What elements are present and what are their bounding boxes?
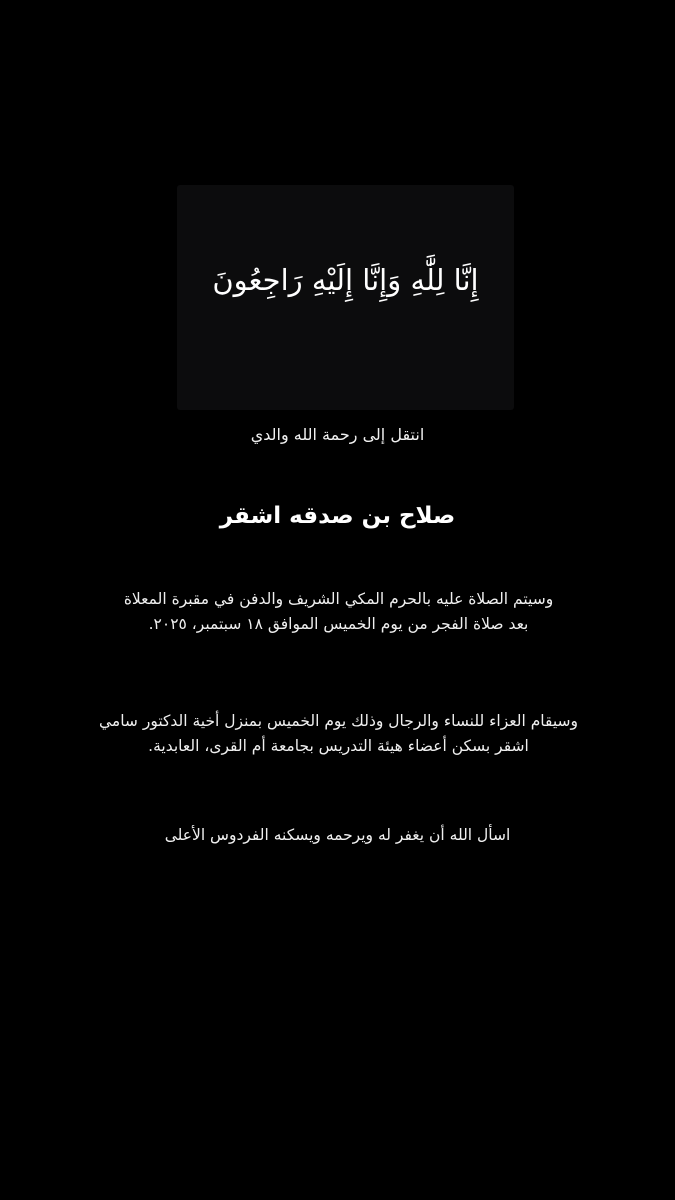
condolence-line: وسيقام العزاء للنساء والرجال وذلك يوم الخميس بمنزل أخية الدكتور سامي	[98, 712, 579, 730]
funeral-line: بعد صلاة الفجر من يوم الخميس الموافق ١٨ سبتمبر، ٢٠٢٥.	[148, 615, 529, 633]
funeral-paragraph	[60, 587, 617, 637]
intro-text: انتقل إلى رحمة الله والدي	[250, 425, 425, 444]
prayer-text: اسأل الله أن يغفر له ويرحمه ويسكنه الفردوس الأعلى	[164, 826, 511, 844]
condolence-paragraph	[60, 709, 617, 759]
deceased-name: صلاح بن صدقه اشقر	[219, 503, 456, 529]
condolence-line: اشقر بسكن أعضاء هيئة التدريس بجامعة أم القرى، العابدية.	[148, 737, 529, 755]
quran-verse: إِنَّا لِلَّٰهِ وَإِنَّا إِلَيْهِ رَاجِعُونَ	[212, 263, 479, 297]
funeral-line: وسيتم الصلاة عليه بالحرم المكي الشريف والدفن في مقبرة المعلاة	[123, 590, 554, 608]
verse-panel	[177, 185, 514, 410]
